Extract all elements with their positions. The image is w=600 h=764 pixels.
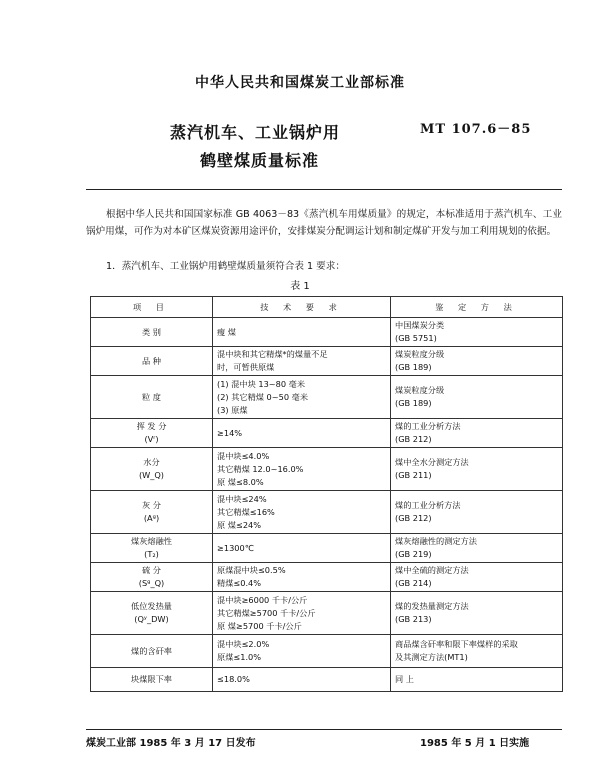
header-requirement: 技 术 要 求	[213, 297, 391, 318]
requirement-cell: 混中块≤24% 其它精煤≤16% 原 煤≤24%	[213, 491, 391, 534]
effective-date: 1985 年 5 月 1 日实施	[420, 738, 530, 749]
table-row	[91, 534, 563, 563]
requirement-cell: 瘦 煤	[213, 318, 391, 347]
issue-date: 煤炭工业部 1985 年 3 月 17 日发布	[86, 738, 256, 749]
requirement-cell: 混中块≥6000 千卡/公斤 其它精煤≥5700 千卡/公斤 原 煤≥5700 千卡/公斤	[213, 592, 391, 635]
requirement-cell: 混中块≤2.0% 原煤≤1.0%	[213, 635, 391, 668]
header-item: 项 目	[91, 297, 213, 318]
table-row	[91, 347, 563, 376]
requirement-cell: ≤18.0%	[213, 668, 391, 692]
item-cell: 粒 度	[91, 376, 213, 419]
clause-1: 1．蒸汽机车、工业锅炉用鹤壁煤质量须符合表 1 要求：	[106, 261, 345, 272]
method-cell: 同 上	[391, 668, 563, 692]
table-row	[91, 668, 563, 692]
requirement-cell: (1) 混中块 13~80 毫米 (2) 其它精煤 0~50 毫米 (3) 原煤	[213, 376, 391, 419]
document-title-line-1: 蒸汽机车、工业锅炉用	[170, 123, 341, 142]
method-cell: 中国煤炭分类 (GB 5751)	[391, 318, 563, 347]
table-row	[91, 563, 563, 592]
method-cell: 煤灰熔融性的测定方法 (GB 219)	[391, 534, 563, 563]
header-divider	[86, 189, 562, 190]
item-cell: 煤的含矸率	[91, 635, 213, 668]
table-row	[91, 592, 563, 635]
document-title-line-2: 鹤壁煤质量标准	[200, 151, 320, 170]
item-cell: 挥 发 分 (Vʳ)	[91, 419, 213, 448]
method-cell: 煤的工业分析方法 (GB 212)	[391, 491, 563, 534]
item-cell: 块煤限下率	[91, 668, 213, 692]
item-cell: 硫 分 (Sᵍ_Q)	[91, 563, 213, 592]
table-title: 表 1	[290, 281, 310, 292]
requirement-cell: 混中块和其它精煤*的煤量不足 时，可暂供原煤	[213, 347, 391, 376]
standard-number: MT 107.6－85	[420, 122, 532, 137]
table-header-row	[91, 297, 563, 318]
item-cell: 煤灰熔融性 (T₂)	[91, 534, 213, 563]
item-cell: 类 别	[91, 318, 213, 347]
quality-table	[90, 296, 563, 692]
method-cell: 煤的发热量测定方法 (GB 213)	[391, 592, 563, 635]
method-cell: 煤的工业分析方法 (GB 212)	[391, 419, 563, 448]
footer-divider	[86, 729, 562, 730]
table-row	[91, 448, 563, 491]
requirement-cell: ≥14%	[213, 419, 391, 448]
method-cell: 煤中全硫的测定方法 (GB 214)	[391, 563, 563, 592]
method-cell: 煤中全水分测定方法 (GB 211)	[391, 448, 563, 491]
requirement-cell: ≥1300℃	[213, 534, 391, 563]
requirement-cell: 混中块≤4.0% 其它精煤 12.0~16.0% 原 煤≤8.0%	[213, 448, 391, 491]
method-cell: 商品煤含矸率和限下率煤样的采取 及其测定方法(MT1)	[391, 635, 563, 668]
table-row	[91, 376, 563, 419]
method-cell: 煤炭粒度分级 (GB 189)	[391, 347, 563, 376]
requirement-cell: 原煤混中块≤0.5% 精煤≤0.4%	[213, 563, 391, 592]
intro-paragraph: 根据中华人民共和国国家标准 GB 4063－83《蒸汽机车用煤质量》的规定，本标准适用于蒸汽机车、工业锅炉用煤，可作为对本矿区煤炭资源用途评价，安排煤炭分配调运计划和制定煤矿开发与加工利用规划的依据。	[86, 209, 562, 237]
table-row	[91, 318, 563, 347]
method-cell: 煤炭粒度分级 (GB 189)	[391, 376, 563, 419]
item-cell: 水分 (W_Q)	[91, 448, 213, 491]
table-row	[91, 419, 563, 448]
header-method: 鉴 定 方 法	[391, 297, 563, 318]
table-row	[91, 491, 563, 534]
item-cell: 品 种	[91, 347, 213, 376]
item-cell: 灰 分 (Aᵍ)	[91, 491, 213, 534]
item-cell: 低位发热量 (Qʸ_DW)	[91, 592, 213, 635]
ministry-heading: 中华人民共和国煤炭工业部标准	[195, 75, 405, 91]
table-row	[91, 635, 563, 668]
